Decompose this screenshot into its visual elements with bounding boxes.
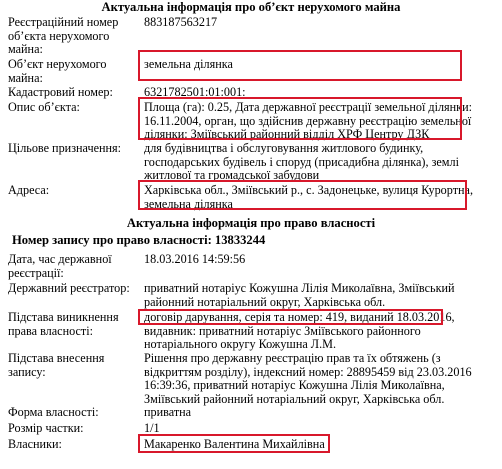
description-label: Опис об’єкта: — [8, 100, 80, 114]
ownership-basis-rest: видавник: приватний нотаріус Зміївського районного нотаріального округу Кожушна Л.М. — [144, 323, 421, 351]
reg-datetime-value: 18.03.2016 14:59:56 — [144, 252, 246, 266]
registrar-label: Державний реєстратор: — [8, 281, 130, 295]
ownership-basis-label: Підстава виникнення права власності: — [8, 310, 119, 338]
entry-basis-value: Рішення про державну реєстрацію прав та їх обтяжень (з відкриттям розділу), індексний номер: 28895459 від 23.03.2016 16:39:36, приватний нотаріус Кожушна Лілія Миколаївна, Зміївський районний нотаріальний округ, Харківська обл. — [144, 351, 472, 406]
purpose-value: для будівництва і обслуговування житлового будинку, господарських будівель і споруд (присадибна ділянка), землі житлової та громадської забудови — [144, 141, 459, 182]
owners-value: Макаренко Валентина Михайлівна — [144, 437, 325, 451]
reg-number-label: Реєстраційний номер об’єкта нерухомого майна: — [8, 15, 119, 56]
description-value: Площа (га): 0.25, Дата державної реєстрації земельної ділянки: 16.11.2004, орган, що здійснив державну реєстрацію земельної ділянки: Зміївський районний відділ ХРФ Центру ДЗК — [144, 100, 472, 141]
reg-datetime-label: Дата, час державної реєстрації: — [8, 252, 112, 280]
highlight-owners — [138, 434, 330, 453]
ownership-basis-line1: договір дарування, серія та номер: 419, виданий 18.03.2016, — [144, 310, 455, 324]
object-section-title: Актуальна інформація про об’єкт нерухомого майна — [101, 0, 401, 14]
owners-label: Власники: — [8, 437, 62, 451]
cadastral-value: 6321782501:01:001: — [144, 85, 246, 99]
entry-basis-label: Підстава внесення запису: — [8, 351, 105, 379]
ownership-form-label: Форма власності: — [8, 405, 99, 419]
highlight-address — [138, 180, 467, 210]
address-label: Адреса: — [8, 183, 50, 197]
share-size-label: Розмір частки: — [8, 421, 84, 435]
highlight-ownership-basis — [138, 309, 443, 325]
ownership-section-title: Актуальна інформація про право власності — [126, 216, 376, 230]
cadastral-label: Кадастровий номер: — [8, 85, 113, 99]
share-size-value: 1/1 — [144, 421, 160, 435]
record-number: Номер запису про право власності: 13833244 — [12, 233, 266, 247]
address-value: Харківська обл., Зміївський р., с. Задонецьке, вулиця Курортна, земельна ділянка — [144, 183, 474, 211]
object-type-label: Об’єкт нерухомого майна: — [8, 57, 107, 85]
highlight-description — [138, 97, 462, 140]
reg-number-value: 883187563217 — [144, 15, 218, 29]
object-type-value: земельна ділянка — [144, 57, 233, 71]
purpose-label: Цільове призначення: — [8, 141, 122, 155]
highlight-object-type — [138, 50, 462, 81]
registrar-value: приватний нотаріус Кожушна Лілія Миколаївна, Зміївський районний нотаріальний округ, Харківська обл. — [144, 281, 455, 309]
ownership-form-value: приватна — [144, 405, 192, 419]
